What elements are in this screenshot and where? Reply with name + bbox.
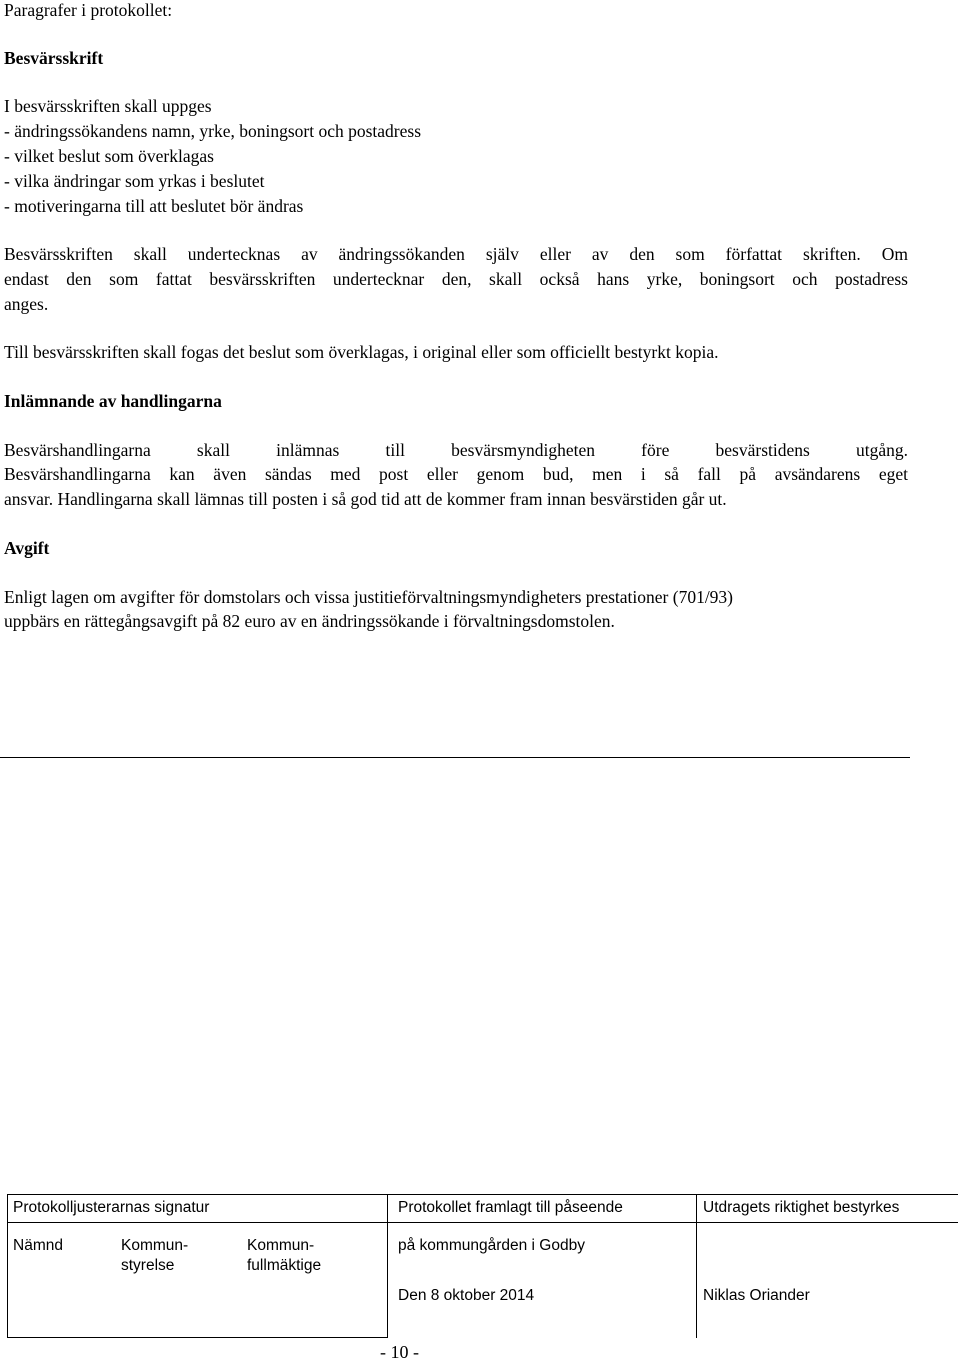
label-namnd: Nämnd	[13, 1237, 63, 1254]
paragraph-line: ansvar. Handlingarna skall lämnas till posten i så god tid att de kommer fram innan besvärstiden går ut.	[4, 489, 727, 509]
posting-date: Den 8 oktober 2014	[398, 1287, 535, 1304]
section-heading-inlamnande: Inlämnande av handlingarna	[4, 391, 222, 411]
table-divider-2	[696, 1194, 697, 1338]
paragraph-line: endast den som fattat besvärsskriften undertecknar den, skall också hans yrke, boningsort och postadress	[4, 269, 908, 289]
section-heading-besvarsskrift: Besvärsskrift	[4, 48, 104, 68]
horizontal-divider	[0, 757, 910, 758]
table-border-left	[7, 1194, 8, 1338]
page-number: - 10 -	[380, 1342, 419, 1362]
posting-place: på kommungården i Godby	[398, 1237, 585, 1254]
paragraph-line: uppbärs en rättegångsavgift på 82 euro av en ändringssökande i förvaltningsdomstolen.	[4, 611, 615, 631]
list-item: - vilka ändringar som yrkas i beslutet	[4, 171, 265, 191]
footer-signature-table	[7, 1194, 958, 1338]
certifier-name: Niklas Oriander	[703, 1287, 810, 1304]
table-border-bottom	[7, 1337, 387, 1338]
list-item: - vilket beslut som överklagas	[4, 146, 214, 166]
list-item: - motiveringarna till att beslutet bör ändras	[4, 196, 304, 216]
table-border-mid	[7, 1222, 958, 1223]
paragraph-line: Enligt lagen om avgifter för domstolars och vissa justitieförvaltningsmyndigheters prestationer (701/93)	[4, 587, 734, 607]
label-kommunfullmaktige-2: fullmäktige	[247, 1257, 322, 1274]
header-signatures: Protokolljusterarnas signatur	[13, 1199, 210, 1216]
label-kommunstyrelse-2: styrelse	[121, 1257, 175, 1274]
header-posted: Protokollet framlagt till påseende	[398, 1199, 623, 1216]
list-item: - ändringssökandens namn, yrke, boningsort och postadress	[4, 121, 422, 141]
header-certified: Utdragets riktighet bestyrkes	[703, 1199, 900, 1216]
list-intro: I besvärsskriften skall uppges	[4, 96, 212, 116]
paragraph-line: Besvärshandlingarna skall inlämnas till besvärsmyndigheten före besvärstidens utgång.	[4, 440, 908, 460]
table-divider-1	[387, 1194, 388, 1338]
paragraph-line: Besvärsskriften skall undertecknas av ändringssökanden själv eller av den som författat skriften. Om	[4, 244, 908, 264]
table-border-top	[7, 1194, 958, 1195]
paragraph-line: anges.	[4, 294, 49, 314]
paragraph-line: Besvärshandlingarna kan även sändas med post eller genom bud, men i så fall på avsändarens eget	[4, 464, 908, 484]
label-kommunstyrelse-1: Kommun-	[121, 1237, 189, 1254]
intro-text: Paragrafer i protokollet:	[4, 0, 173, 20]
paragraph-attachment-rule: Till besvärsskriften skall fogas det beslut som överklagas, i original eller som officiellt bestyrkt kopia.	[4, 342, 719, 362]
label-kommunfullmaktige-1: Kommun-	[247, 1237, 315, 1254]
section-heading-avgift: Avgift	[4, 538, 50, 558]
